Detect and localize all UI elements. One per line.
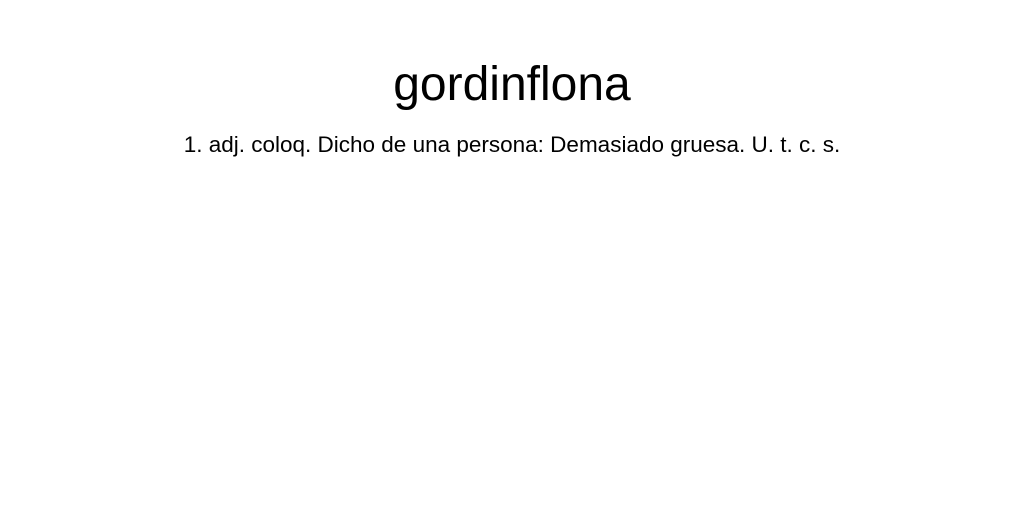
definition: 1. adj. coloq. Dicho de una persona: Demasiado gruesa. U. t. c. s. [183,132,841,157]
headword: gordinflona [393,58,631,111]
